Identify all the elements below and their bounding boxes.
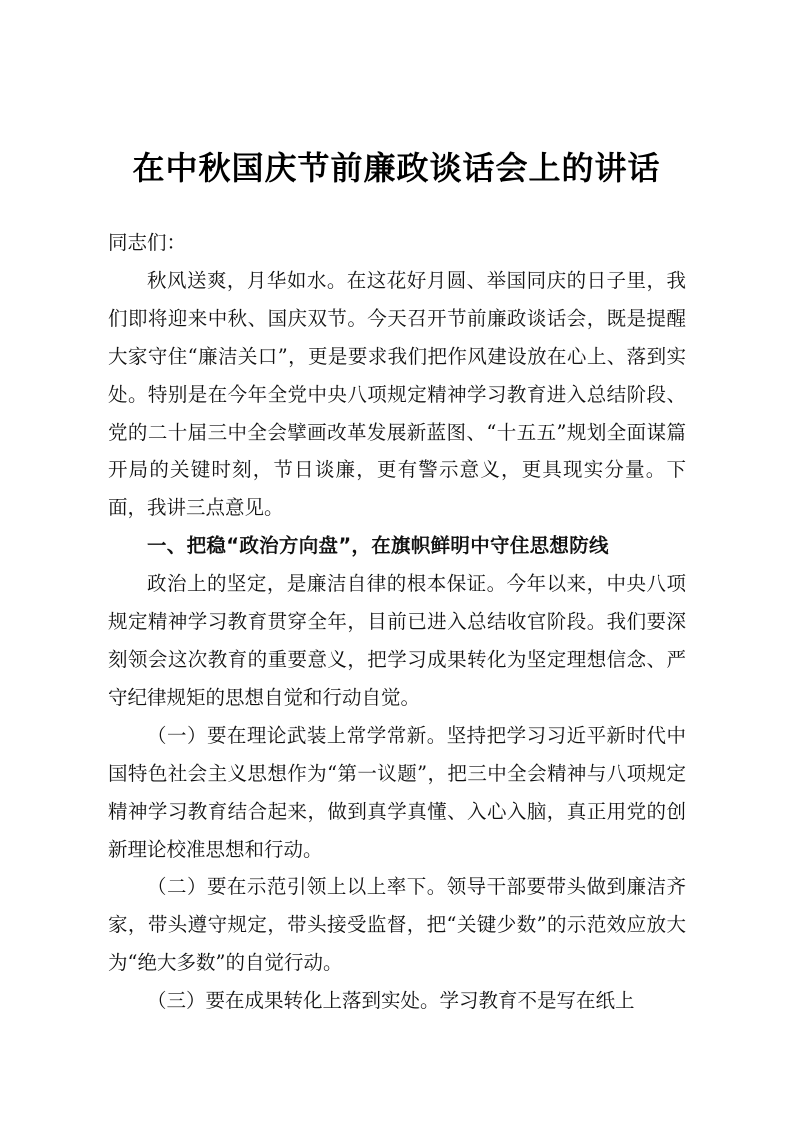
- body-paragraph: 政治上的坚定，是廉洁自律的根本保证。今年以来，中央八项规定精神学习教育贯穿全年，目前已进入总结收官阶段。我们要深刻领会这次教育的重要意义，把学习成果转化为坚定理想信念、严守纪律规矩的思想自觉和行动自觉。: [108, 572, 686, 709]
- subsection-paragraph-2: （二）要在示范引领上以上率下。领导干部要带头做到廉洁齐家，带头遵守规定，带头接受监督，把“关键少数”的示范效应放大为“绝大多数”的自觉行动。: [108, 875, 686, 975]
- subsection-paragraph-1: （一）要在理论武装上常学常新。坚持把学习习近平新时代中国特色社会主义思想作为“第一议题”，把三中全会精神与八项规定精神学习教育结合起来，做到真学真懂、入心入脑，真正用党的创新理论校准思想和行动。: [108, 723, 686, 861]
- salutation: 同志们：: [108, 231, 187, 254]
- section-heading-1: 一、把稳“政治方向盘”，在旗帜鲜明中守住思想防线: [147, 534, 609, 558]
- intro-paragraph: 秋风送爽，月华如水。在这花好月圆、举国同庆的日子里，我们即将迎来中秋、国庆双节。今天召开节前廉政谈话会，既是提醒大家守住“廉洁关口”，更是要求我们把作风建设放在心上、落到实处。特别是在今年全党中央八项规定精神学习教育进入总结阶段、党的二十届三中全会擘画改革发展新蓝图、“十五五”规划全面谋篇开局的关键时刻，节日谈廉，更有警示意义，更具现实分量。下面，我讲三点意见。: [108, 268, 686, 520]
- document-title: 在中秋国庆节前廉政谈话会上的讲话: [132, 149, 661, 187]
- subsection-paragraph-3: （三）要在成果转化上落到实处。学习教育不是写在纸上: [147, 989, 635, 1013]
- document-body: [108, 224, 686, 1020]
